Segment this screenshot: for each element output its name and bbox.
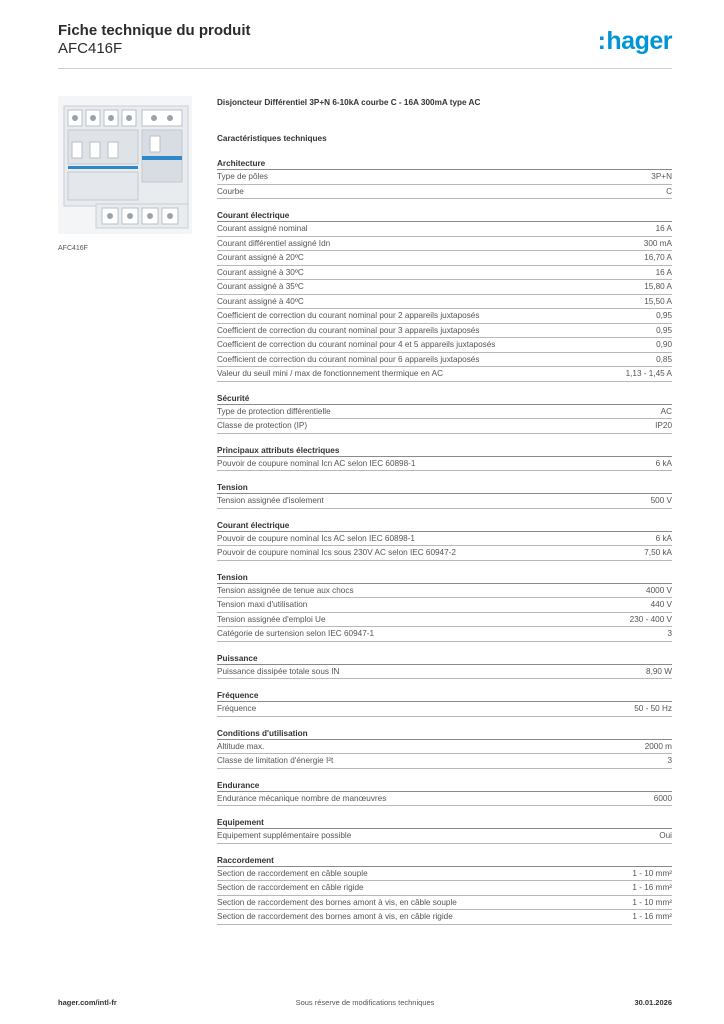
spec-row <box>217 309 672 324</box>
spec-value: 1 - 16 mm² <box>632 912 672 921</box>
spec-row <box>217 881 672 896</box>
spec-row <box>217 338 672 353</box>
spec-label: Coefficient de correction du courant nominal pour 2 appareils juxtaposés <box>217 311 480 320</box>
spec-row <box>217 584 672 599</box>
hager-logo <box>598 27 672 56</box>
spec-label: Type de pôles <box>217 172 268 181</box>
spec-label: Classe de limitation d'énergie I²t <box>217 756 334 765</box>
spec-value: 3 <box>667 629 672 638</box>
spec-section <box>217 520 672 561</box>
spec-label: Coefficient de correction du courant nominal pour 6 appareils juxtaposés <box>217 354 480 364</box>
spec-label: Fréquence <box>217 704 257 713</box>
spec-value: 16,70 A <box>644 253 672 262</box>
spec-section <box>217 482 672 509</box>
page-header <box>58 22 672 68</box>
spec-label: Tension assignée d'isolement <box>217 496 324 505</box>
spec-value: 4000 V <box>646 585 672 595</box>
spec-row <box>217 598 672 613</box>
spec-row <box>217 367 672 382</box>
spec-row <box>217 613 672 628</box>
footer-notice: Sous réserve de modifications techniques <box>295 998 435 1007</box>
spec-value: 0,90 <box>656 340 672 349</box>
spec-row <box>217 546 672 561</box>
specifications-content <box>217 96 672 936</box>
spec-label: Valeur du seuil mini / max de fonctionnement thermique en AC <box>217 369 444 378</box>
spec-row <box>217 867 672 882</box>
product-reference: AFC416F <box>58 40 123 57</box>
spec-label: Coefficient de correction du courant nominal pour 4 et 5 appareils juxtaposés <box>217 340 496 349</box>
spec-value: 3 <box>667 756 672 765</box>
spec-row <box>217 251 672 266</box>
spec-label: Endurance mécanique nombre de manœuvres <box>217 793 387 803</box>
spec-value: 230 - 400 V <box>629 614 672 624</box>
spec-row <box>217 627 672 642</box>
spec-section <box>217 855 672 925</box>
spec-sections <box>217 158 672 925</box>
spec-value: 15,50 A <box>644 296 672 306</box>
spec-row <box>217 532 672 547</box>
spec-row <box>217 665 672 680</box>
spec-row <box>217 754 672 769</box>
spec-section <box>217 780 672 807</box>
product-description: Disjoncteur Différentiel 3P+N 6-10kA courbe C - 16A 300mA type AC <box>217 98 481 107</box>
spec-section <box>217 690 672 717</box>
spec-label: Altitude max. <box>217 741 265 751</box>
spec-label: Puissance dissipée totale sous IN <box>217 666 340 676</box>
spec-label: Courant assigné à 30ºC <box>217 267 304 277</box>
section-title: Fréquence <box>217 690 672 702</box>
spec-section <box>217 728 672 769</box>
spec-value: 2000 m <box>644 741 672 751</box>
spec-section <box>217 445 672 472</box>
spec-section <box>217 653 672 680</box>
page-footer <box>58 998 672 1010</box>
section-title: Architecture <box>217 158 672 170</box>
spec-label: Tension assignée de tenue aux chocs <box>217 585 354 595</box>
header-divider <box>58 68 672 69</box>
spec-value: 50 - 50 Hz <box>634 704 672 713</box>
spec-row <box>217 829 672 844</box>
section-title: Equipement <box>217 817 672 829</box>
spec-value: 0,85 <box>656 354 672 364</box>
spec-value: 6 kA <box>655 458 672 468</box>
spec-value: Oui <box>659 831 672 840</box>
spec-value: 3P+N <box>651 172 672 181</box>
spec-label: Section de raccordement en câble rigide <box>217 883 364 892</box>
spec-section <box>217 572 672 642</box>
spec-label: Courant assigné à 40ºC <box>217 296 304 306</box>
spec-value: 1 - 10 mm² <box>632 868 672 878</box>
document-title: Fiche technique du produit <box>58 22 251 39</box>
spec-row <box>217 280 672 295</box>
logo-colon-icon: : <box>597 27 606 55</box>
spec-row <box>217 740 672 755</box>
spec-value: 0,95 <box>656 311 672 320</box>
section-title: Endurance <box>217 780 672 792</box>
section-title: Sécurité <box>217 393 672 405</box>
spec-label: Catégorie de surtension selon IEC 60947-1 <box>217 629 375 638</box>
spec-label: Section de raccordement des bornes amont à vis, en câble souple <box>217 897 457 907</box>
section-title: Courant électrique <box>217 520 672 532</box>
spec-value: 500 V <box>650 496 672 505</box>
section-title: Puissance <box>217 653 672 665</box>
spec-value: 16 A <box>655 267 672 277</box>
spec-section <box>217 817 672 844</box>
spec-label: Courant différentiel assigné Idn <box>217 238 331 248</box>
spec-label: Tension assignée d'emploi Ue <box>217 614 326 624</box>
section-title: Tension <box>217 572 672 584</box>
spec-label: Pouvoir de coupure nominal Icn AC selon IEC 60898-1 <box>217 458 416 468</box>
spec-value: 6000 <box>653 793 672 803</box>
product-image <box>58 96 192 234</box>
spec-value: 8,90 W <box>646 666 672 676</box>
spec-value: 1 - 16 mm² <box>632 883 672 892</box>
spec-value: 16 A <box>655 224 672 233</box>
spec-label: Courant assigné à 35ºC <box>217 282 304 291</box>
spec-value: 1 - 10 mm² <box>632 897 672 907</box>
spec-value: 6 kA <box>655 533 672 543</box>
spec-row <box>217 295 672 310</box>
spec-label: Equipement supplémentaire possible <box>217 831 352 840</box>
footer-date: 30.01.2026 <box>634 998 672 1007</box>
spec-label: Section de raccordement en câble souple <box>217 868 368 878</box>
section-title: Raccordement <box>217 855 672 867</box>
spec-label: Courbe <box>217 186 244 196</box>
section-title: Tension <box>217 482 672 494</box>
spec-row <box>217 237 672 252</box>
spec-value: 15,80 A <box>644 282 672 291</box>
section-title: Conditions d'utilisation <box>217 728 672 740</box>
section-title: Courant électrique <box>217 210 672 222</box>
spec-row <box>217 266 672 281</box>
technical-characteristics-heading: Caractéristiques techniques <box>217 134 327 143</box>
spec-value: C <box>666 186 672 196</box>
spec-label: Type de protection différentielle <box>217 406 331 416</box>
spec-row <box>217 324 672 339</box>
spec-row <box>217 792 672 807</box>
spec-row <box>217 896 672 911</box>
spec-row <box>217 910 672 925</box>
spec-label: Tension maxi d'utilisation <box>217 600 308 609</box>
spec-label: Classe de protection (IP) <box>217 421 308 430</box>
spec-label: Courant assigné nominal <box>217 224 308 233</box>
spec-value: IP20 <box>655 421 672 430</box>
logo-text: hager <box>606 27 672 55</box>
circuit-breaker-image <box>58 96 192 234</box>
spec-section <box>217 158 672 199</box>
spec-row <box>217 170 672 185</box>
spec-row <box>217 405 672 420</box>
spec-value: 300 mA <box>643 238 672 248</box>
spec-row <box>217 353 672 368</box>
spec-value: AC <box>660 406 672 416</box>
spec-row <box>217 419 672 434</box>
spec-value: 0,95 <box>656 325 672 335</box>
spec-value: 440 V <box>650 600 672 609</box>
spec-row <box>217 222 672 237</box>
spec-label: Pouvoir de coupure nominal Ics AC selon IEC 60898-1 <box>217 533 415 543</box>
image-caption: AFC416F <box>58 245 88 252</box>
spec-label: Section de raccordement des bornes amont à vis, en câble rigide <box>217 912 453 921</box>
footer-website[interactable]: hager.com/intl-fr <box>58 998 117 1007</box>
spec-label: Coefficient de correction du courant nominal pour 3 appareils juxtaposés <box>217 325 480 335</box>
spec-label: Courant assigné à 20ºC <box>217 253 304 262</box>
spec-row <box>217 457 672 472</box>
spec-value: 1,13 - 1,45 A <box>625 369 672 378</box>
spec-row <box>217 185 672 200</box>
spec-value: 7,50 kA <box>644 548 672 557</box>
spec-section <box>217 393 672 434</box>
spec-row <box>217 702 672 717</box>
spec-label: Pouvoir de coupure nominal Ics sous 230V AC selon IEC 60947-2 <box>217 548 456 557</box>
spec-section <box>217 210 672 382</box>
section-title: Principaux attributs électriques <box>217 445 672 457</box>
spec-row <box>217 494 672 509</box>
